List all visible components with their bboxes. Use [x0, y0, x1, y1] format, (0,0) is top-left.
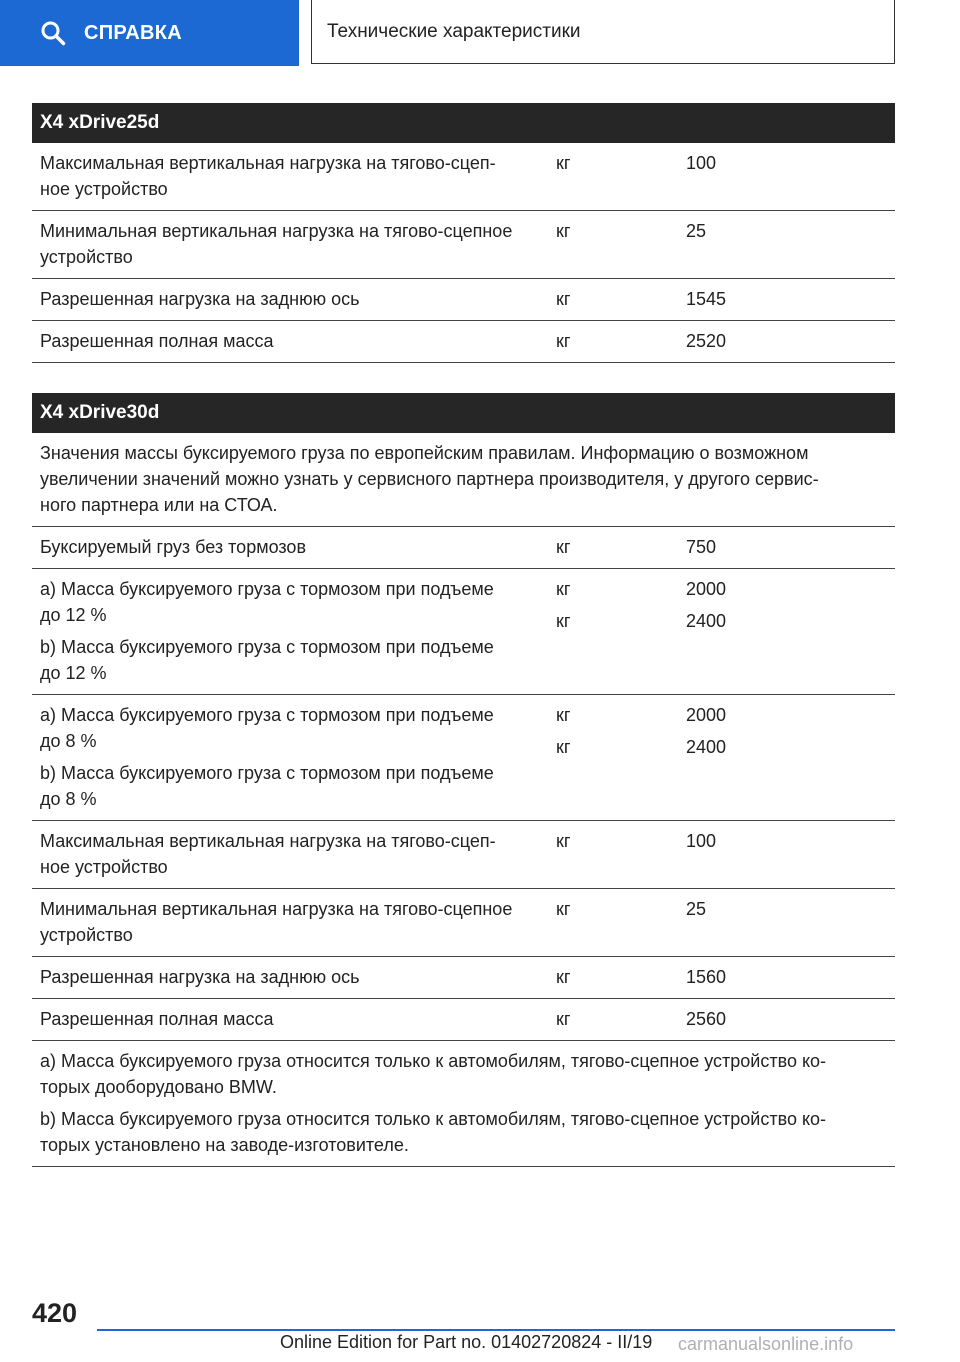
- value-line: 2400: [686, 737, 727, 757]
- label-line: ное устройство: [40, 179, 168, 199]
- row-unit: кг: [556, 831, 571, 851]
- row-label: Буксируемый груз без тормозов: [40, 537, 307, 557]
- table-row: [32, 889, 895, 957]
- table-spacer: [32, 363, 895, 393]
- row-value: 2520: [686, 331, 727, 351]
- edition-text: Online Edition for Part no. 01402720824 - II/19: [280, 1332, 653, 1352]
- label-line: a) Масса буксируемого груза с тормозом при подъеме: [40, 705, 494, 725]
- table-row: [32, 211, 895, 279]
- content: [32, 103, 895, 1167]
- row-label: [32, 702, 556, 812]
- row-value: 25: [686, 221, 707, 241]
- footer-rule: [97, 1329, 895, 1331]
- label-line: до 12 %: [40, 605, 107, 625]
- row-label: [32, 328, 556, 354]
- search-icon: [40, 20, 66, 46]
- label-line: до 8 %: [40, 789, 97, 809]
- label-line: Минимальная вертикальная нагрузка на тягово-сцепное: [40, 899, 513, 919]
- label-line: a) Масса буксируемого груза с тормозом при подъеме: [40, 579, 494, 599]
- intro-line: Значения массы буксируемого груза по европейским правилам. Информацию о возможном: [40, 443, 809, 463]
- label-line: Минимальная вертикальная нагрузка на тягово-сцепное: [40, 221, 513, 241]
- row-value: 1545: [686, 289, 727, 309]
- section-title-tab[interactable]: [311, 0, 895, 64]
- row-value: [686, 702, 895, 812]
- row-unit: кг: [556, 153, 571, 173]
- table-row: [32, 695, 895, 821]
- row-unit: кг: [556, 221, 571, 241]
- row-label: [32, 964, 556, 990]
- label-line: устройство: [40, 925, 133, 945]
- table-intro: [32, 433, 895, 527]
- row-unit: [556, 702, 686, 812]
- row-value: [686, 576, 895, 686]
- table-row: [32, 569, 895, 695]
- row-value: 100: [686, 153, 717, 173]
- value-line: 2400: [686, 611, 727, 631]
- table-row: [32, 821, 895, 889]
- table-header-x4-xdrive25d: [32, 103, 895, 143]
- row-unit: кг: [556, 289, 571, 309]
- row-unit: кг: [556, 537, 571, 557]
- row-value: 100: [686, 831, 717, 851]
- footnote-line: a) Масса буксируемого груза относится только к автомобилям, тягово-сцепное устройство ко-: [40, 1051, 827, 1071]
- row-label: [32, 218, 556, 270]
- row-label: [32, 576, 556, 686]
- row-value: 750: [686, 537, 717, 557]
- label-line: Разрешенная полная масса: [40, 331, 274, 351]
- row-label: [32, 896, 556, 948]
- table-title: X4 xDrive25d: [40, 112, 160, 133]
- label-line: Максимальная вертикальная нагрузка на тягово-сцеп-: [40, 831, 496, 851]
- label-line: до 12 %: [40, 663, 107, 683]
- label-line: ное устройство: [40, 857, 168, 877]
- table-footnotes: [32, 1041, 895, 1167]
- table-header-x4-xdrive30d: [32, 393, 895, 433]
- top-bar: [0, 0, 960, 66]
- footnote-line: торых установлено на заводе-изготовителе.: [40, 1135, 409, 1155]
- table-row: [32, 143, 895, 211]
- table-title: X4 xDrive30d: [40, 402, 160, 423]
- section-title: Технические характеристики: [327, 20, 581, 42]
- row-value: 25: [686, 899, 707, 919]
- label-line: Разрешенная полная масса: [40, 1009, 274, 1029]
- unit-line: кг: [556, 705, 571, 725]
- label-line: устройство: [40, 247, 133, 267]
- row-value: 1560: [686, 967, 727, 987]
- unit-line: кг: [556, 737, 571, 757]
- page-number: 420: [32, 1298, 78, 1328]
- row-unit: кг: [556, 967, 571, 987]
- help-label: СПРАВКА: [84, 21, 183, 44]
- table-row: [32, 321, 895, 363]
- row-label: [32, 150, 556, 202]
- label-line: Максимальная вертикальная нагрузка на тягово-сцеп-: [40, 153, 496, 173]
- footnote-line: b) Масса буксируемого груза относится только к автомобилям, тягово-сцепное устройство ко-: [40, 1109, 827, 1129]
- row-value: 2560: [686, 1009, 727, 1029]
- row-label: [32, 828, 556, 880]
- label-line: b) Масса буксируемого груза с тормозом при подъеме: [40, 637, 494, 657]
- label-line: b) Масса буксируемого груза с тормозом при подъеме: [40, 763, 494, 783]
- table-row: [32, 527, 895, 569]
- row-unit: [556, 576, 686, 686]
- row-label: [32, 286, 556, 312]
- footnote-line: торых дооборудовано BMW.: [40, 1077, 277, 1097]
- value-line: 2000: [686, 579, 727, 599]
- unit-line: кг: [556, 579, 571, 599]
- intro-line: увеличении значений можно узнать у сервисного партнера производителя, у другого сервис-: [40, 469, 819, 489]
- help-button[interactable]: [0, 0, 299, 66]
- label-line: до 8 %: [40, 731, 97, 751]
- intro-line: ного партнера или на СТОА.: [40, 495, 278, 515]
- row-unit: кг: [556, 331, 571, 351]
- table-row: [32, 957, 895, 999]
- value-line: 2000: [686, 705, 727, 725]
- table-row: [32, 999, 895, 1041]
- row-unit: кг: [556, 1009, 571, 1029]
- row-unit: кг: [556, 899, 571, 919]
- label-line: Разрешенная нагрузка на заднюю ось: [40, 289, 360, 309]
- table-row: [32, 279, 895, 321]
- watermark: carmanualsonline.info: [678, 1334, 854, 1354]
- unit-line: кг: [556, 611, 571, 631]
- label-line: Разрешенная нагрузка на заднюю ось: [40, 967, 360, 987]
- row-label: [32, 1006, 556, 1032]
